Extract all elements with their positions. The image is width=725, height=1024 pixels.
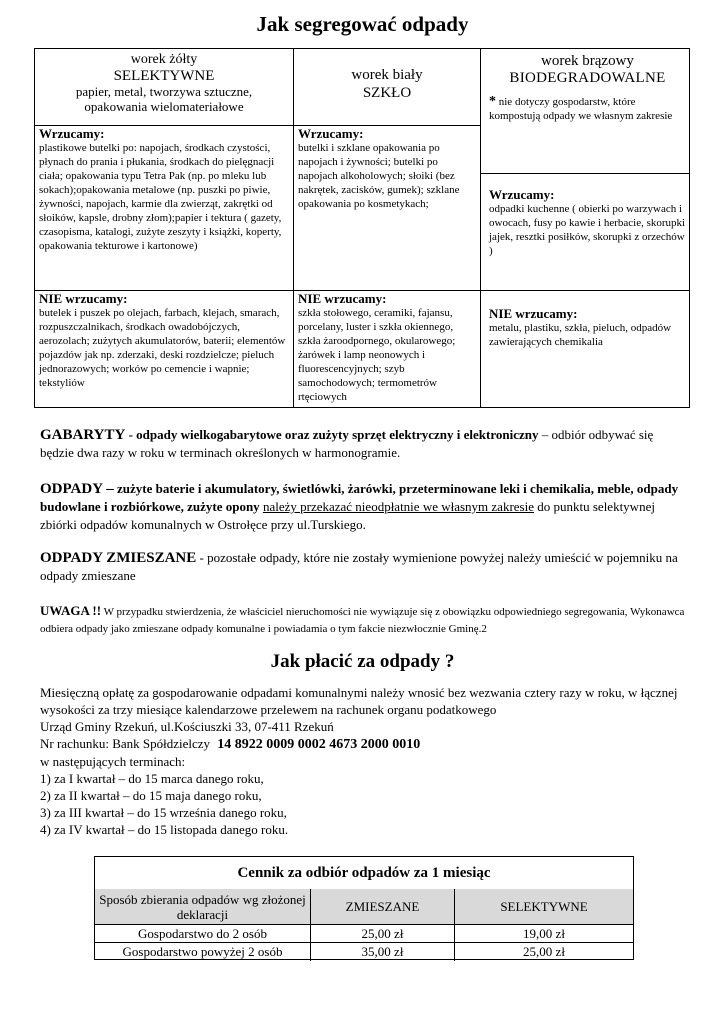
yellow-bag-allowed [35, 125, 293, 290]
account-number: 14 8922 0009 0002 4673 2000 0010 [217, 737, 421, 752]
special-waste-bold: zużyte baterie i akumulatory, świetlówki, żarówki, przeterminowane leki i chemikalia, meble, odpady budowlane i rozbiórkowe, zużyte opony [40, 481, 679, 514]
mixed-waste-section [40, 549, 688, 585]
page-title: Jak segregować odpady [256, 12, 469, 36]
payment-section [40, 684, 690, 838]
yellow-allowed-text: plastikowe butelki po: napojach, środkach czystości, płynach do prania i płukania, środkach do pielęgnacji ciała; opakowania typu Tetra Pak (np. po mleku lub sokach);opakowania metalowe (np. puszki po piwie, żywności, napojach, karmie dla zwierząt, zakrętki od słoików, kapsle, drobny złom);papier i tektura ( gazety, czasopisma, katalogi, zużyte zeszyty i książki, koperty, opakowania tekturowe i kartonowe) [39, 142, 282, 252]
price-row-2-household: Gospodarstwo powyżej 2 osób [95, 943, 311, 961]
yellow-allowed-label: Wrzucamy: [39, 126, 105, 141]
segregation-table [34, 48, 690, 408]
bulky-waste-section [40, 426, 688, 462]
brown-bag-header [481, 49, 690, 173]
brown-allowed-text: odpadki kuchenne ( obierki po warzywach i owocach, fusy po kawie i herbacie, skorupki jajek, resztki posiłków, skorupki z orzechów ) [489, 203, 686, 257]
brown-bag-forbidden [481, 290, 690, 409]
warning-section [40, 602, 688, 638]
yellow-forbidden-label: NIE wrzucamy: [39, 291, 128, 306]
white-bag-name: worek biały [351, 67, 423, 83]
price-row-1-mixed: 25,00 zł [311, 925, 455, 943]
price-header-mixed: ZMIESZANE [311, 889, 455, 925]
payment-title: Jak płacić za odpady ? [270, 651, 455, 672]
yellow-bag-column [35, 49, 294, 407]
brown-bag-note-text: nie dotyczy gospodarstw, które kompostują odpady we własnym zakresie [489, 96, 673, 122]
price-header-method: Sposób zbierania odpadów wg złożonej deklaracji [95, 889, 311, 925]
white-bag-category: SZKŁO [362, 85, 412, 101]
brown-bag-allowed [481, 173, 690, 290]
price-row-1-household: Gospodarstwo do 2 osób [95, 925, 311, 943]
white-bag-header [294, 49, 480, 125]
mixed-waste-heading: ODPADY ZMIESZANE [40, 550, 197, 566]
payment-account [40, 735, 690, 753]
warning-heading: UWAGA !! [40, 603, 102, 618]
yellow-forbidden-text: butelek i puszek po olejach, farbach, klejach, smarach, rozpuszczalnikach, środkach owadobójczych, aerozolach; zużytych akumulatorów, baterii; elementów pojazdów jak np. zderzaki, deski rozdzielcze; pieluch jednorazowych; worków po cemencie i wapnie; tekstyliów [39, 307, 286, 389]
white-bag-forbidden [294, 290, 480, 409]
note-asterisk: * [489, 94, 496, 109]
white-allowed-text: butelki i szklane opakowania po napojach i żywności; butelki po napojach alkoholowych; słoiki (bez nakrętek, zacisków, gumek); szklane opakowania po kosmetykach; [298, 142, 460, 210]
warning-text: W przypadku stwierdzenia, że właściciel nieruchomości nie wywiązuje się z obowiązku odpowiedniego segregowania, Wykonawca odbiera odpady jako zmieszane odpady komunalne i powiadamia o tym fakcie niezwłocznie Gminę.2 [40, 606, 685, 635]
price-row-2-mixed: 35,00 zł [311, 943, 455, 961]
bulky-waste-heading: GABARYTY [40, 427, 126, 443]
payment-term-2: 2) za II kwartał – do 15 maja danego roku, [40, 788, 262, 803]
price-table [94, 856, 634, 960]
brown-bag-note [489, 95, 686, 123]
white-allowed-label: Wrzucamy: [298, 126, 364, 141]
yellow-bag-forbidden [35, 290, 293, 409]
yellow-bag-category: SELEKTYWNE [113, 68, 215, 84]
yellow-bag-desc-2: opakowania wielomateriałowe [84, 99, 244, 114]
price-row-1-selective: 19,00 zł [455, 925, 633, 943]
special-waste-text: do punktu selektywnej zbiórki odpadów komunalnych w Ostrołęce przy ul.Turskiego. [40, 499, 655, 532]
payment-intro: Miesięczną opłatę za gospodarowanie odpadami komunalnymi należy wnosić bez wezwania cztery razy w roku, w łącznej wysokości za trzy miesiące kalendarzowe przelewem na rachunek organu podatkowego [40, 685, 678, 717]
brown-bag-category: BIODEGRADOWALNE [509, 70, 666, 86]
special-waste-underlined: należy przekazać nieodpłatnie we własnym zakresie [262, 499, 534, 514]
price-header-selective: SELEKTYWNE [455, 889, 633, 925]
bulky-waste-text: – odbiór odbywać się będzie dwa razy w roku w terminach określonych w harmonogramie. [40, 427, 654, 460]
white-forbidden-label: NIE wrzucamy: [298, 291, 387, 306]
payment-term-3: 3) za III kwartał – do 15 września danego roku, [40, 805, 287, 820]
special-waste-section [40, 480, 688, 534]
mixed-waste-text: - pozostałe odpady, które nie zostały wymienione powyżej należy umieścić w pojemniku na odpady zmieszane [40, 550, 678, 583]
special-waste-heading: ODPADY – [40, 481, 114, 497]
price-table-title: Cennik za odbiór odpadów za 1 miesiąc [95, 857, 633, 890]
yellow-bag-header [35, 49, 293, 125]
brown-forbidden-text: metalu, plastiku, szkła, pieluch, odpadów zawierających chemikalia [489, 322, 672, 348]
brown-bag-name: worek brązowy [541, 53, 634, 69]
brown-bag-column [481, 49, 690, 407]
white-forbidden-text: szkła stołowego, ceramiki, fajansu, porcelany, luster i szkła okiennego, szkła żaroodpornego, okularowego; żarówek i lamp neonowych i fluorescencyjnych; szyb samochodowych; termometrów rtęciowych [298, 307, 456, 403]
payment-office: Urząd Gminy Rzekuń, ul.Kościuszki 33, 07-411 Rzekuń [40, 719, 334, 734]
payment-terms-label: w następujących terminach: [40, 754, 186, 769]
payment-term-4: 4) za IV kwartał – do 15 listopada danego roku. [40, 822, 289, 837]
payment-term-1: 1) za I kwartał – do 15 marca danego roku, [40, 771, 264, 786]
price-row-2-selective: 25,00 zł [523, 944, 565, 959]
white-bag-allowed [294, 125, 480, 290]
account-label: Nr rachunku: Bank Spółdzielczy [40, 736, 211, 751]
brown-allowed-label: Wrzucamy: [489, 187, 555, 202]
brown-forbidden-label: NIE wrzucamy: [489, 306, 578, 321]
yellow-bag-name: worek żółty [130, 52, 198, 67]
white-bag-column [294, 49, 481, 407]
yellow-bag-desc-1: papier, metal, tworzywa sztuczne, [75, 84, 253, 99]
bulky-waste-bold: - odpady wielkogabarytowe oraz zużyty sprzęt elektryczny i elektroniczny [128, 427, 539, 442]
